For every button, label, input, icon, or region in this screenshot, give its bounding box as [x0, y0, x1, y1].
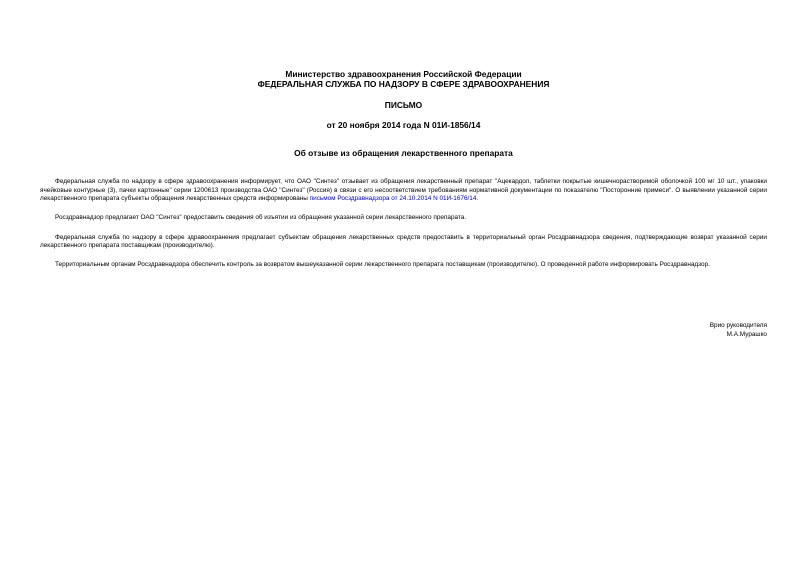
body-paragraph-1 — [40, 178, 767, 204]
document-date-number: от 20 ноября 2014 года N 01И-1856/14 — [326, 120, 481, 130]
body-paragraph-4: Территориальным органам Росздравнадзора обеспечить контроль за возвратом вышеуказанной серии лекарственного препарата поставщикам (производителю). О проведенной работе информировать Росздравнадзор. — [55, 261, 710, 269]
body-paragraph-2: Росздравнадзор предлагает ОАО "Синтез" предоставить сведения об изъятии из обращения указанной серии лекарственного препарата. — [55, 214, 467, 222]
body-paragraph-3: Федеральная служба по надзору в сфере здравоохранения предлагает субъектам обращения лекарственных средств предоставить в территориальный орган Росздравнадзора сведения, подтверждающие возврат указанной серии лекарственного препарата поставщикам (производителю). — [40, 233, 767, 250]
document-body — [40, 178, 767, 281]
document-type: ПИСЬМО — [384, 100, 423, 110]
document-header — [0, 69, 807, 89]
paragraph-1-end: . — [476, 195, 479, 203]
signatory-name: М.А.Мурашко — [726, 330, 767, 338]
document-subject: Об отзыве из обращения лекарственного препарата — [294, 148, 513, 158]
signature-block — [710, 322, 767, 339]
reference-letter-link[interactable]: письмом Росздравнадзора от 24.10.2014 N 01И-1676/14 — [309, 195, 477, 203]
ministry-name: Министерство здравоохранения Российской Федерации — [285, 69, 522, 79]
paragraph-1-text: Федеральная служба по надзору в сфере здравоохранения информирует, что ОАО "Синтез" отзывает из обращения лекарственный препарат "Ацекардол, таблетки покрытые кишечнорастворимой оболочкой 100 мг 10 шт., упаковки ячейковые контурные (3), пачки картонные" серии 1200613 производства ОАО "Синтез" (Россия) в связи с его несоответствием требованиям нормативной документации по показателю "Посторонние примеси". О выявлении указанной серии лекарственного препарата субъекты обращения лекарственных средств информированы — [40, 178, 767, 203]
service-name: ФЕДЕРАЛЬНАЯ СЛУЖБА ПО НАДЗОРУ В СФЕРЕ ЗДРАВООХРАНЕНИЯ — [257, 79, 550, 89]
signatory-position: Врио руководителя — [709, 322, 767, 329]
